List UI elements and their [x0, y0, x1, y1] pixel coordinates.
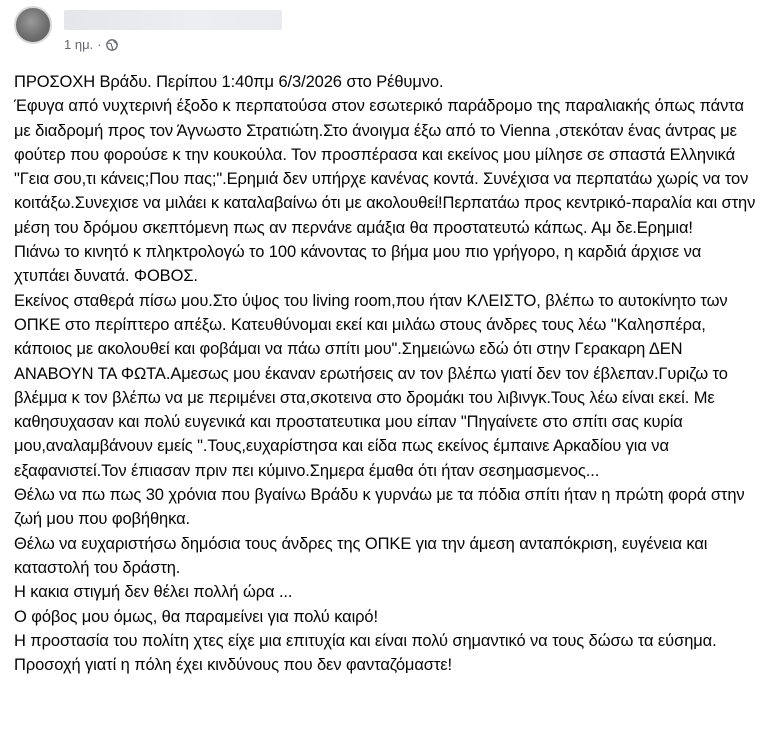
- post-header: [14, 6, 754, 54]
- post-paragraph-warning: ΠΡΟΣΟΧΗ Βράδυ. Περίπου 1:40πμ 6/3/2026 στο Ρέθυμνο.: [14, 73, 444, 91]
- meta-separator: ·: [97, 37, 102, 52]
- avatar[interactable]: [14, 6, 52, 44]
- post-paragraph-phone: Πιάνω το κινητό κ πληκτρολογώ το 100 κάνοντας το βήμα μου πιο γρήγορο, η καρδιά άρχισε να χτυπάει δυνατά. ΦΟΒΟΣ.: [14, 243, 706, 286]
- post-paragraph-caution: Προσοχή γιατί η πόλη έχει κινδύνους που δεν φανταζόμαστε!: [14, 656, 452, 675]
- post-paragraph-first-fear: Θέλω να πω πως 30 χρόνια που βγαίνω Βράδυ κ γυρνάω με τα πόδια σπίτι ήταν η πρώτη φορά στην ζωή μου που φοβήθηκα.: [14, 486, 750, 529]
- globe-icon[interactable]: [106, 39, 118, 51]
- post-paragraph-protection: Η προστασία του πολίτη χτες είχε μια επιτυχία και είναι πολύ σημαντικό να τους δώσω τα εύσημα.: [14, 631, 717, 650]
- post-text: [14, 70, 759, 677]
- post-paragraph-thanks: Θέλω να ευχαριστήσω δημόσια τους άνδρες της ΟΠΚΕ για την άμεση ανταπόκριση, ευγένεια και καταστολή του δράστη.: [14, 534, 712, 577]
- post-meta: [64, 37, 118, 52]
- post-paragraph-police: Εκείνος σταθερά πίσω μου.Στο ύψος του living room,που ήταν ΚΛΕΙΣΤΟ, βλέπω το αυτοκίνητο των ΟΠΚΕ στο περίπτερο απέξω. Κατευθύνομαι εκεί και μιλάω στους άνδρες τους λέω "Καλησπέρα, κάποιος με ακολουθεί και φοβάμαι να πάω σπίτι μου".Σημειώνω εδώ ότι στην Γερακαρη ΔΕΝ ΑΝΑΒΟΥΝ ΤΑ ΦΩΤΑ.Αμεσως μου έκαναν ερωτήσεις αν τον βλέπω γιατί δεν τον έβλεπαν.Γυριζω το βλέμμα κ τον βλέπω να με περιμένει στα,σκοτεινα στο δρομάκι του λιβινγκ.Τους λέω είναι εκεί. Με καθησυχασαν και πολύ ευγενικά και προστατευτικα μου είπαν "Πηγαίνετε στο σπίτι σας κυρία μου,αναλαμβάνουν εμείς ".Τους,ευχαρίστησα και είδα πως εκείνος έμπαινε Αρκαδίου για να εξαφανιστεί.Τον έπιασαν πριν πει κύμινο.Σημερα έμαθα ότι ήταν σεσημασμενος...: [14, 291, 733, 480]
- post-paragraph-bad-moment: Η κακια στιγμή δεν θέλει πολλή ώρα ...: [14, 583, 293, 602]
- post-timestamp[interactable]: 1 ημ.: [64, 37, 94, 52]
- post-paragraph-story: Έφυγα από νυχτερινή έξοδο κ περπατούσα στον εσωτερικό παράδρομο της παραλιακής όπως πάντα με διαδρομή προς τον Άγνωστο Στρατιώτη.Στο άνοιγμα έξω από το Vienna ,στεκόταν ένας άντρας με φούτερ που φορούσε κ την κουκούλα. Τον προσπέρασα και εκείνος μου μίλησε σε σπαστά Ελληνικά "Γεια σου,τι κάνεις;Που πας;".Ερημιά δεν υπήρχε κανένας κοντά. Συνέχισα να περπατάω χωρίς να τον κοιτάξω.Συνεχισε να μιλάει κ καταλαβαίνω ότι με ακολουθεί!Περπατάω προς κεντρικό-παραλία και στην μέση του δρόμου σκεπτόμενη πως αν περνάνε αμάξια θα προστατευτώ κάπως. Αμ δε.Ερημια!: [14, 97, 760, 237]
- author-name-redacted[interactable]: [64, 10, 282, 30]
- post-paragraph-fear-remains: Ο φόβος μου όμως, θα παραμείνει για πολύ καιρό!: [14, 607, 378, 626]
